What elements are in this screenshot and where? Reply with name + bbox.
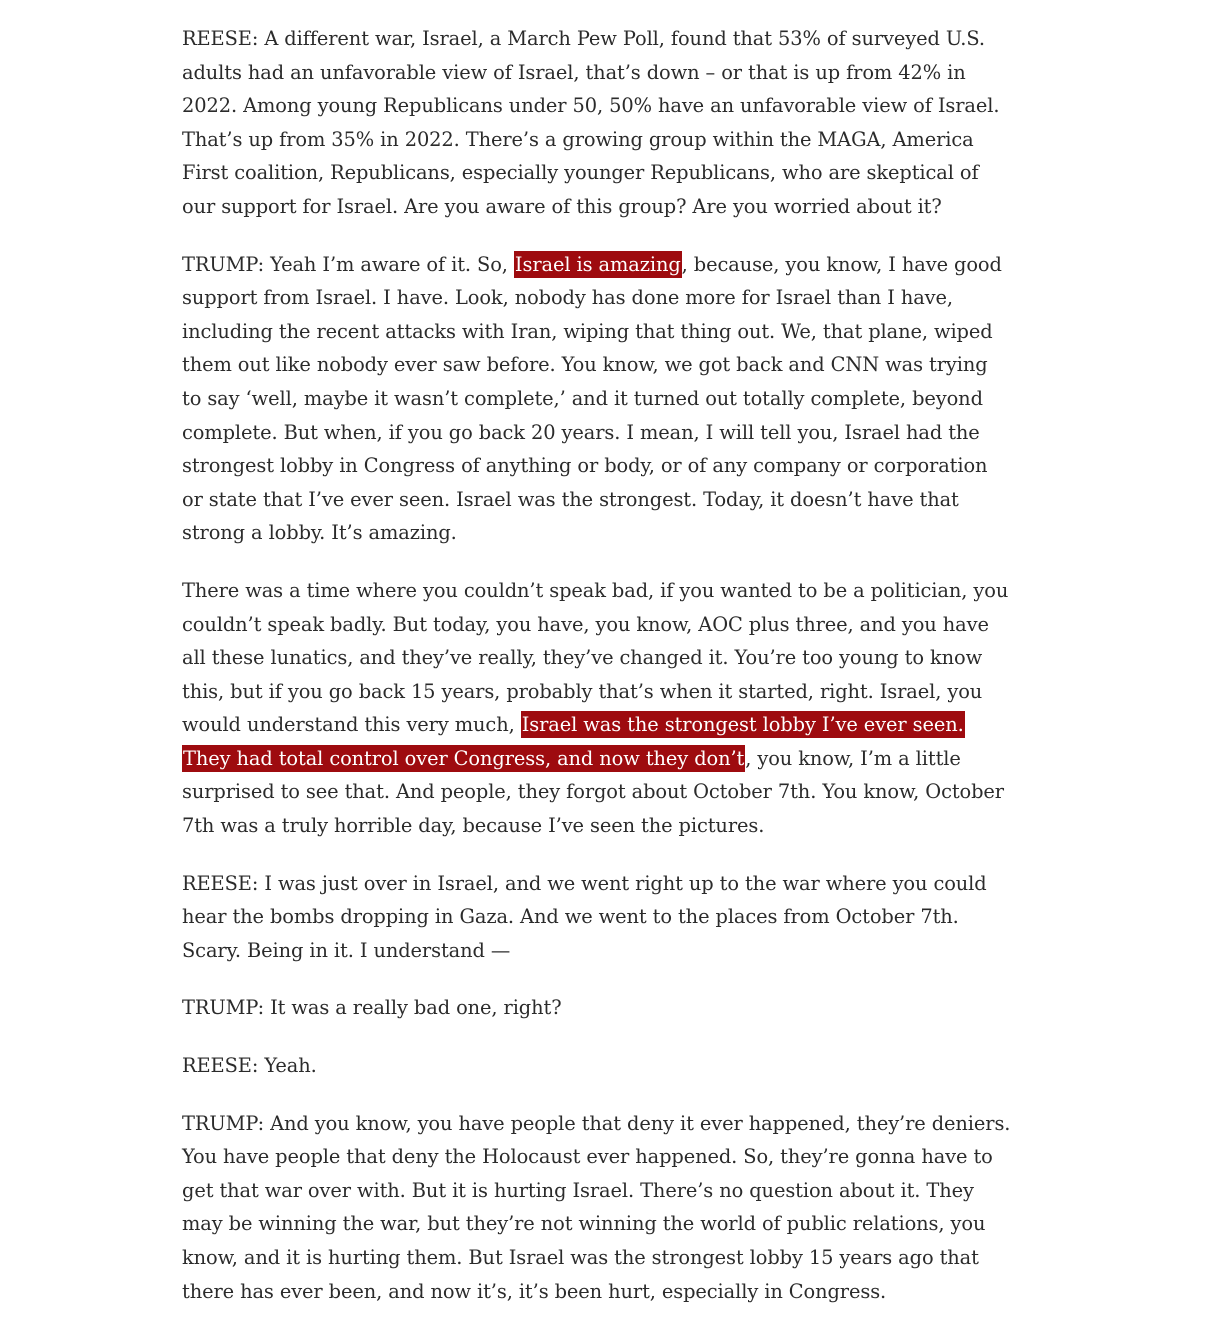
trump-congress-body: , you know, I’m a little surprised to see that. And people, they forgot about October 7th. You know, October 7th was a truly horrible day, because I’ve seen the pictures. <box>182 746 1004 838</box>
reese-gaza-text: REESE: I was just over in Israel, and we went right up to the war where you could hear the bombs dropping in Gaza. And we went to the places from October 7th. Scary. Being in it. I understand — <box>182 871 987 962</box>
paragraph-trump-answer-congress <box>182 574 1012 843</box>
trump-answer-intro: TRUMP: Yeah I’m aware of it. So, <box>182 252 514 276</box>
highlighted-quote-strongest-lobby: Israel was the strongest lobby I’ve ever seen. They had total control over Congress, and now they don’t <box>183 713 964 770</box>
trump-congress-intro: There was a time where you couldn’t speak bad, if you wanted to be a politician, you couldn’t speak badly. But today, you have, you know, AOC plus three, and you have all these lunatics, and they’ve really, they’ve changed it. You’re too young to know this, but if you go back 15 years, probably that’s when it started, right. Israel, you would understand this very much, <box>182 578 1009 737</box>
trump-deniers-text: TRUMP: And you know, you have people that deny it ever happened, they’re deniers. You have people that deny the Holocaust ever happened. So, they’re gonna have to get that war over with. But it is hurting Israel. There’s no question about it. They may be winning the war, but they’re not winning the world of public relations, you know, and it is hurting them. But Israel was the strongest lobby 15 years ago that there has ever been, and now it’s, it’s been hurt, especially in Congress. <box>182 1111 1011 1303</box>
paragraph-reese-gaza <box>182 867 1012 968</box>
paragraph-reese-yeah <box>182 1049 1012 1083</box>
paragraph-trump-answer-lobby <box>182 248 1012 550</box>
paragraph-trump-deniers <box>182 1107 1012 1309</box>
reese-yeah-text: REESE: Yeah. <box>182 1054 317 1078</box>
highlighted-quote-israel-amazing: Israel is amazing <box>514 252 681 276</box>
paragraph-reese-poll-question <box>182 22 1012 224</box>
interview-transcript <box>182 22 1012 1332</box>
reese-poll-question-text: REESE: A different war, Israel, a March Pew Poll, found that 53% of surveyed U.S. adults had an unfavorable view of Israel, that’s down – or that is up from 42% in 2022. Among young Republicans under 50, 50% have an unfavorable view of Israel. That’s up from 35% in 2022. There’s a growing group within the MAGA, America First coalition, Republicans, especially younger Republicans, who are skeptical of our support for Israel. Are you aware of this group? Are you worried about it? <box>182 27 1000 218</box>
trump-bad-one-text: TRUMP: It was a really bad one, right? <box>182 996 562 1020</box>
trump-answer-body: , because, you know, I have good support from Israel. I have. Look, nobody has done more for Israel than I have, including the recent attacks with Iran, wiping that thing out. We, that plane, wiped them out like nobody ever saw before. You know, we got back and CNN was trying to say ‘well, maybe it wasn’t complete,’ and it turned out totally complete, beyond complete. But when, if you go back 20 years. I mean, I will tell you, Israel had the strongest lobby in Congress of anything or body, or of any company or corporation or state that I’ve ever seen. Israel was the strongest. Today, it doesn’t have that strong a lobby. It’s amazing. <box>182 252 1002 545</box>
paragraph-trump-bad-one <box>182 991 1012 1025</box>
